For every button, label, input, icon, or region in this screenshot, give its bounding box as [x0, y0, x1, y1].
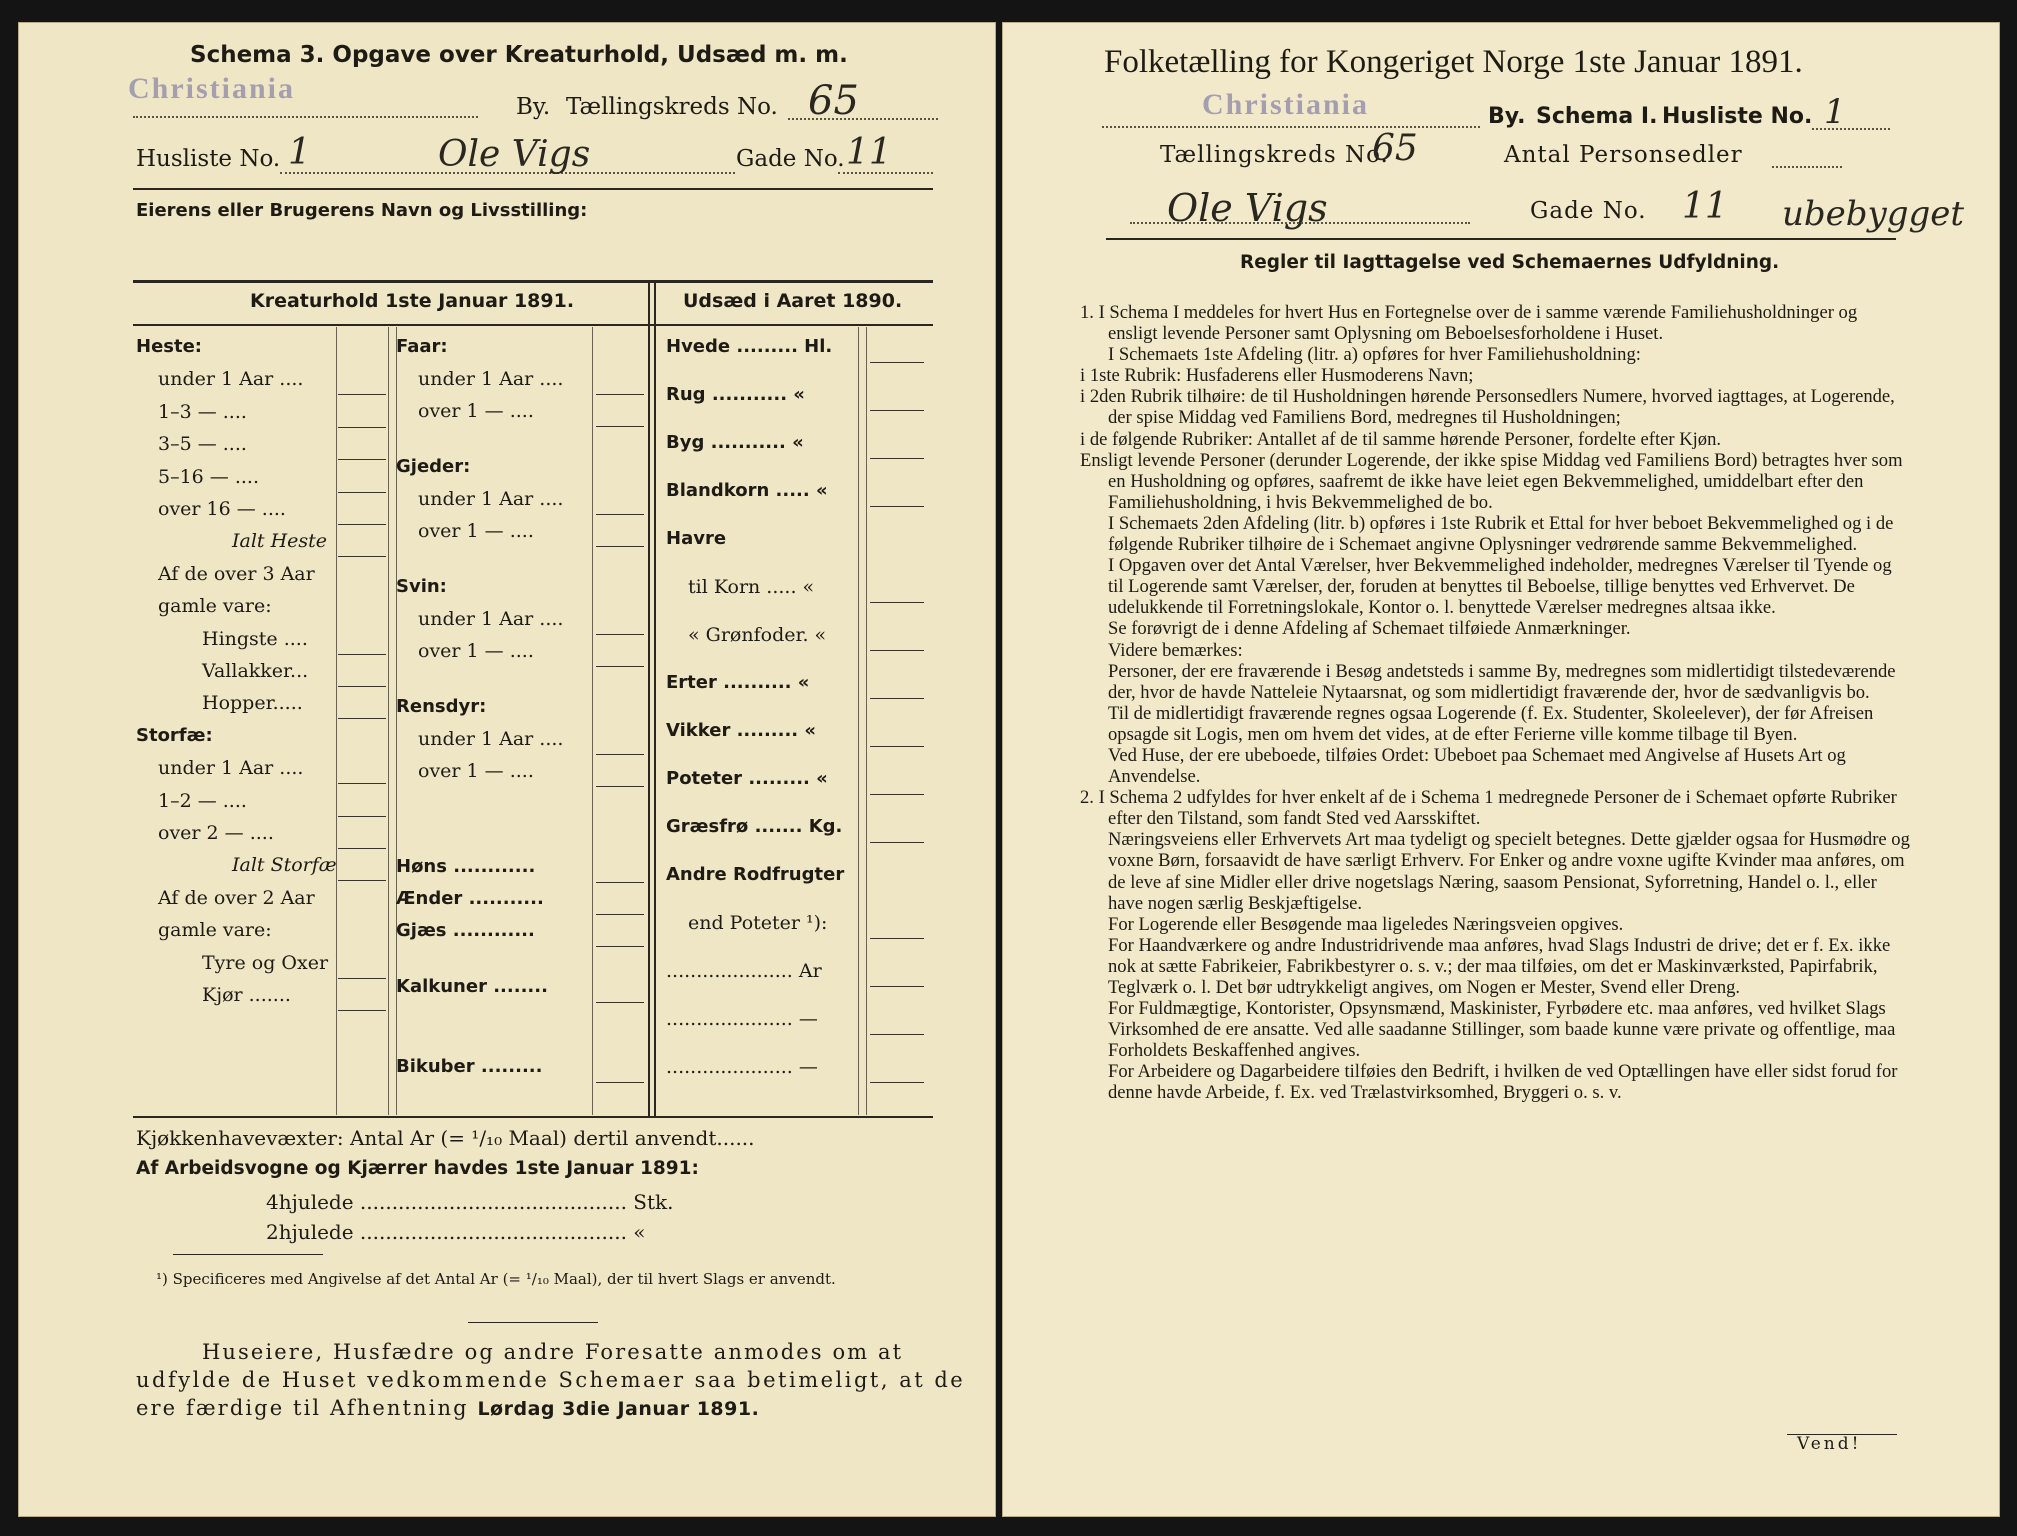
husliste-label-right: Husliste No.	[1662, 104, 1813, 129]
col3-row-label: end Poteter ¹):	[688, 912, 828, 934]
kitchen-garden-line: Kjøkkenhavevæxter: Antal Ar (= ¹/₁₀ Maal) dertil anvendt......	[136, 1126, 755, 1150]
col3-row-label: « Grønfoder. «	[688, 624, 827, 646]
rule-paragraph: Personer, der ere fraværende i Besøg andetsteds i samme By, medregnes som midlertidigt tilstedeværende der, hvor de havde Natteleie Nytaarsnat, og som midlertidigt fraværende der, hvor de sædvanligvis bo.	[1108, 660, 1896, 703]
col3-entry-line	[870, 650, 924, 651]
col1-entry-line	[338, 492, 386, 493]
notice-line-2: udfylde de Huset vedkommende Schemaer saa betimeligt, at de	[136, 1368, 966, 1392]
street-value: Ole Vigs	[438, 134, 591, 175]
col1-entry-line	[338, 783, 386, 784]
rule-paragraph: 2. I Schema 2 udfyldes for hver enkelt af de i Schema 1 medregnede Personer de i Schemaet opførte Rubriker efter den Tilstand, som fandt Sted ved Aarsskiftet.	[1080, 787, 1897, 830]
schema-i-label: Schema I.	[1536, 104, 1658, 129]
col2-row-label: Svin:	[396, 576, 447, 597]
col1-entry-line	[338, 394, 386, 395]
kreds-value: 65	[808, 78, 859, 124]
col3-entry-line	[870, 842, 924, 843]
col3-entry-line	[870, 986, 924, 987]
col1-entry-line	[338, 848, 386, 849]
col2-row-label: Faar:	[396, 336, 448, 357]
col2-row-label: over 1 — ....	[418, 400, 534, 422]
col2-row-label: Gjæs ............	[396, 920, 535, 941]
col3-entry-line	[870, 938, 924, 939]
col3-entry-line	[870, 698, 924, 699]
col1-row-label: Heste:	[136, 336, 202, 357]
col1-row-label: Af de over 3 Aar	[158, 562, 315, 585]
col2-entry-line	[596, 1002, 644, 1003]
col3-entry-line	[870, 458, 924, 459]
col2-entry-line	[596, 786, 644, 787]
col2-entry-line	[596, 914, 644, 915]
antal-personsedler-label: Antal Personsedler	[1504, 142, 1743, 168]
col1-entry-line	[338, 880, 386, 881]
col1-row-label: 3–5 — ....	[158, 433, 247, 456]
col3-entry-line	[870, 602, 924, 603]
col1-row-label: Tyre og Oxer	[202, 951, 329, 974]
rule-paragraph: Se forøvrigt de i denne Afdeling af Schemaet tilføiede Anmærkninger.	[1108, 618, 1631, 640]
livestock-header: Kreaturhold 1ste Januar 1891.	[250, 290, 575, 312]
col1-row-label: over 2 — ....	[158, 822, 274, 844]
col2-row-label: over 1 — ....	[418, 520, 534, 542]
col1-entry-line	[338, 978, 386, 979]
col3-row-label: Hvede ......... Hl.	[666, 336, 833, 357]
notice-line-1: Huseiere, Husfædre og andre Foresatte anmodes om at	[202, 1340, 904, 1364]
kreds-label-right: Tællingskreds No.	[1160, 142, 1389, 168]
col3-row-label: Græsfrø ....... Kg.	[666, 816, 843, 837]
col1-entry-line	[338, 427, 386, 428]
gade-value-right: 11	[1682, 186, 1728, 227]
col2-row-label: under 1 Aar ....	[418, 488, 564, 510]
col3-entry-line	[870, 1034, 924, 1035]
col2-row-label: over 1 — ....	[418, 760, 534, 782]
col2-row-label: Kalkuner ........	[396, 976, 548, 997]
vend-label: Vend!	[1797, 1434, 1862, 1454]
husliste-value: 1	[288, 132, 311, 173]
col3-row-label: Vikker ......... «	[666, 720, 817, 741]
col1-row-label: 5–16 — ....	[158, 465, 260, 488]
col1-row-label: Hopper.....	[202, 692, 303, 715]
rule-paragraph: For Haandværkere og andre Industridrivende maa anføres, hvad Slags Industri de drive; det er f. Ex. ikke nok at sætte Fabrikeier, Fabrikbestyrer o. s. v.; der maa tilføies, om det er Maskinværksted, Papirfabrik, Teglværk o. l. Det bør udtrykkeligt angives, om Nogen er Mester, Svend eller Dreng.	[1108, 934, 1891, 998]
col2-row-label: under 1 Aar ....	[418, 368, 564, 390]
col1-row-label: 1–3 — ....	[158, 400, 247, 423]
gade-label-right: Gade No.	[1530, 198, 1647, 224]
col2-row-label: under 1 Aar ....	[418, 608, 564, 630]
rule-paragraph: Videre bemærkes:	[1108, 639, 1243, 661]
seed-header: Udsæd i Aaret 1890.	[683, 290, 903, 312]
col3-entry-line	[870, 362, 924, 363]
rule-paragraph: 1. I Schema I meddeles for hvert Hus en Fortegnelse over de i samme værende Familiehusholdninger og ensligt levende Personer samt Oplysning om Beboelsesforholdene i Huset.	[1080, 302, 1858, 345]
col1-row-label: Vallakker...	[202, 660, 309, 682]
christiania-stamp-right: Christiania	[1202, 88, 1370, 121]
col2-entry-line	[596, 426, 644, 427]
col1-entry-line	[338, 459, 386, 460]
col2-entry-line	[596, 1082, 644, 1083]
col2-entry-line	[596, 514, 644, 515]
col3-row-label: Poteter ......... «	[666, 768, 828, 789]
col3-row-label: til Korn ..... «	[688, 576, 815, 598]
col3-row-label: Havre	[666, 528, 727, 549]
wagons-line: Af Arbeidsvogne og Kjærrer havdes 1ste Januar 1891:	[136, 1158, 699, 1179]
col1-entry-line	[338, 718, 386, 719]
col1-row-label: Ialt Storfæ	[232, 854, 337, 877]
rule-paragraph: I Schemaets 1ste Afdeling (litr. a) opføres for hver Familiehusholdning:	[1108, 344, 1641, 366]
owner-label: Eierens eller Brugerens Navn og Livsstilling:	[136, 200, 588, 221]
col3-entry-line	[870, 506, 924, 507]
by-label-right: By.	[1488, 104, 1526, 129]
col1-row-label: under 1 Aar ....	[158, 757, 304, 780]
right-page-schema-1	[1002, 22, 2000, 1517]
col3-entry-line	[870, 794, 924, 795]
col1-entry-line	[338, 686, 386, 687]
col1-entry-line	[338, 654, 386, 655]
rule-paragraph: For Logerende eller Besøgende maa ligeledes Næringsveien opgives.	[1108, 913, 1624, 935]
col3-row-label: Rug ........... «	[666, 384, 805, 405]
col3-entry-line	[870, 746, 924, 747]
col3-row-label: Erter .......... «	[666, 672, 810, 693]
footnote: ¹) Specificeres med Angivelse af det Antal Ar (= ¹/₁₀ Maal), der til hvert Slags er anvendt.	[156, 1270, 836, 1288]
christiania-stamp: Christiania	[128, 72, 296, 105]
col3-row-label: Andre Rodfrugter	[666, 864, 845, 885]
rule-paragraph: i 2den Rubrik tilhøire: de til Husholdningen hørende Personsedlers Numere, hvorved iagttages, at Logerende, der spise Middag ved Familiens Bord, medregnes til Husholdningen;	[1080, 386, 1895, 429]
rules-text	[1080, 302, 1910, 1104]
kreds-label: Tællingskreds No.	[566, 94, 778, 120]
col1-row-label: over 16 — ....	[158, 498, 286, 520]
rules-title: Regler til Iagttagelse ved Schemaernes Udfyldning.	[1240, 252, 1780, 273]
col3-row-label: ..................... Ar	[666, 960, 822, 982]
col3-row-label: Blandkorn ..... «	[666, 480, 828, 501]
col2-row-label: over 1 — ....	[418, 640, 534, 662]
col1-row-label: Af de over 2 Aar	[158, 886, 315, 909]
col2-entry-line	[596, 634, 644, 635]
husliste-value-right: 1	[1824, 92, 1846, 132]
col2-row-label: Ænder ...........	[396, 888, 544, 909]
col1-row-label: Storfæ:	[136, 724, 213, 746]
col1-row-label: under 1 Aar ....	[158, 368, 304, 391]
ubebygget-note: ubebygget	[1782, 194, 1965, 234]
schema-3-title: Schema 3. Opgave over Kreaturhold, Udsæd m. m.	[190, 42, 848, 68]
col2-row-label: Rensdyr:	[396, 696, 487, 717]
col1-row-label: Ialt Heste	[232, 530, 328, 553]
left-page-schema-3	[18, 22, 996, 1517]
col2-entry-line	[596, 754, 644, 755]
col1-entry-line	[338, 1010, 386, 1011]
col1-row-label: Kjør .......	[202, 984, 291, 1006]
col2-entry-line	[596, 946, 644, 947]
four-wheel-line: 4hjulede .......................................... Stk.	[266, 1190, 674, 1214]
col2-entry-line	[596, 546, 644, 547]
col2-row-label: under 1 Aar ....	[418, 728, 564, 750]
street-value-right: Ole Vigs	[1167, 186, 1328, 230]
col3-row-label: ..................... —	[666, 1008, 818, 1030]
husliste-label: Husliste No.	[136, 146, 281, 172]
col2-entry-line	[596, 394, 644, 395]
by-label: By.	[516, 94, 551, 120]
col1-entry-line	[338, 524, 386, 525]
col1-row-label: Hingste ....	[202, 627, 308, 650]
col1-entry-line	[338, 556, 386, 557]
rule-paragraph: Næringsveiens eller Erhvervets Art maa tydeligt og specielt betegnes. Dette gjælder ogsaa for Husmødre og voxne Børn, forsaavidt de have særligt Erhverv. For Enker og andre voxne ugifte Kvinder maa anføres, om de leve af sine Midler eller drive nogetslags Næring, saasom Pensionat, Syforretning, Handel o. l., eller have nogen særlig Beskjæftigelse.	[1108, 829, 1910, 914]
col1-entry-line	[338, 816, 386, 817]
col3-entry-line	[870, 410, 924, 411]
col2-row-label: Bikuber .........	[396, 1056, 543, 1077]
rule-paragraph: For Arbeidere og Dagarbeidere tilføies den Bedrift, i hvilken de ved Optællingen have eller sidst forud for denne havde Arbeide, f. Ex. ved Trælastvirksomhed, Bryggeri o. s. v.	[1108, 1061, 1898, 1104]
col2-entry-line	[596, 666, 644, 667]
rule-paragraph: Til de midlertidigt fraværende regnes ogsaa Logerende (f. Ex. Studenter, Skoleelever), der før Afreisen opsagde sit Logis, men om hvem det vides, at de efter Ferierne ville komme tilbage til Byen.	[1108, 702, 1874, 745]
rule-paragraph: Ved Huse, der ere ubeboede, tilføies Ordet: Ubeboet paa Schemaet med Angivelse af Husets Art og Anvendelse.	[1108, 744, 1846, 788]
rule-paragraph: I Schemaets 2den Afdeling (litr. b) opføres i 1ste Rubrik et Ettal for hver beboet Bekvemmelighed og i de følgende Rubriker tilhøire de i Schemaet angivne Oplysninger vedrørende samme Bekvemmelighed.	[1108, 512, 1894, 556]
census-title: Folketælling for Kongeriget Norge 1ste Januar 1891.	[1104, 44, 1803, 80]
two-wheel-line: 2hjulede .......................................... «	[266, 1220, 646, 1244]
rule-paragraph: i de følgende Rubriker: Antallet af de til samme hørende Personer, fordelte efter Kjøn.	[1080, 428, 1722, 450]
notice-line-3: ere færdige til Afhentning Lørdag 3die Januar 1891.	[136, 1396, 760, 1420]
col2-row-label: Høns ............	[396, 856, 536, 877]
rule-paragraph: i 1ste Rubrik: Husfaderens eller Husmoderens Navn;	[1080, 365, 1474, 387]
col2-entry-line	[596, 882, 644, 883]
rule-paragraph: Ensligt levende Personer (derunder Logerende, der ikke spise Middag ved Familiens Bord) betragtes hver som en Husholdning og opføres, saafremt de ikke have leiet egen Bekvemmelighed, umiddelbart efter den Familiehusholdning, i hvis Bekvemmelighed de bo.	[1080, 449, 1903, 513]
gade-value: 11	[846, 132, 892, 173]
col1-row-label: 1–2 — ....	[158, 789, 247, 812]
rule-paragraph: I Opgaven over det Antal Værelser, hver Bekvemmelighed indeholder, medregnes Værelser til Tyende og til Logerende samt Værelser, der, foruden at benyttes til Beboelse, tillige benyttes ved Erhvervet. De udelukkende til Forretningslokale, Kontor o. l. benyttede Værelser medregnes altsaa ikke.	[1108, 555, 1892, 619]
kreds-value-right: 65	[1372, 128, 1418, 169]
col3-row-label: ..................... —	[666, 1056, 818, 1078]
col3-entry-line	[870, 1082, 924, 1083]
col1-row-label: gamle vare:	[158, 595, 272, 618]
gade-label: Gade No.	[736, 146, 845, 172]
col2-row-label: Gjeder:	[396, 456, 471, 477]
col1-row-label: gamle vare:	[158, 919, 272, 942]
col3-row-label: Byg ........... «	[666, 432, 804, 453]
rule-paragraph: For Fuldmægtige, Kontorister, Opsynsmænd, Maskinister, Fyrbødere etc. maa anføres, ved hvilket Slags Virksomhed de ere ansatte. Ved alle saadanne Stillinger, som baade kunne være private og offentlige, maa Forholdets Beskaffenhed angives.	[1108, 998, 1896, 1062]
